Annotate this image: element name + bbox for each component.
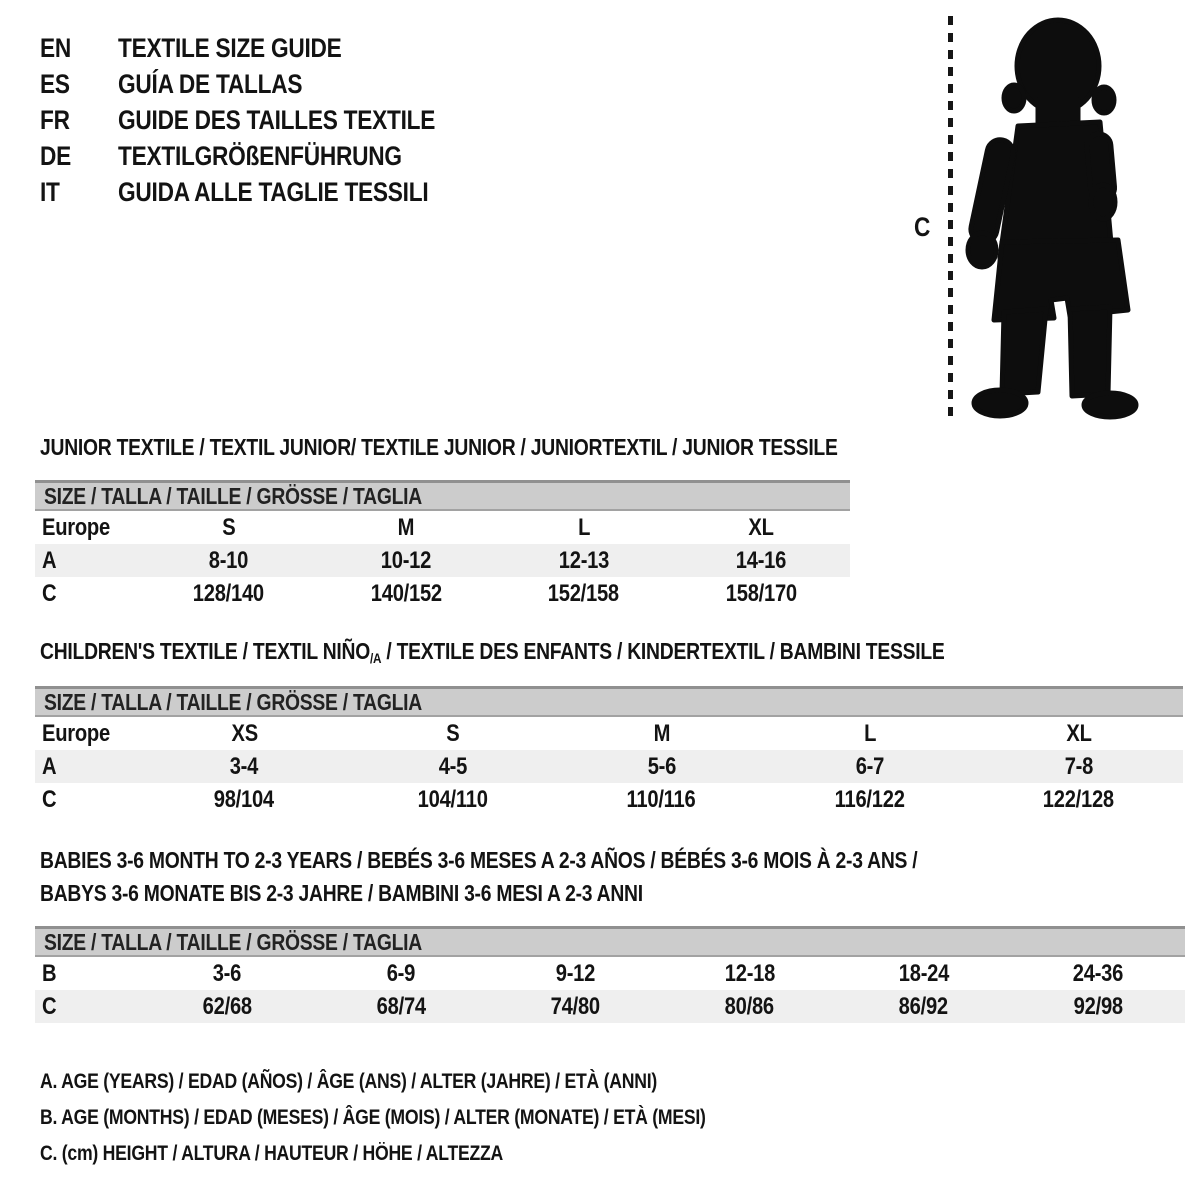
age-cell: 8-10 xyxy=(209,546,249,574)
height-cell: 128/140 xyxy=(193,579,265,607)
height-cell: 122/128 xyxy=(1043,785,1115,813)
row-label: Europe xyxy=(42,513,110,541)
months-cell: 12-18 xyxy=(724,959,775,987)
lang-row-it xyxy=(40,174,496,210)
height-cell: 110/116 xyxy=(627,785,696,813)
row-label: B xyxy=(42,959,57,987)
age-cell: 14-16 xyxy=(736,546,787,574)
row-label: A xyxy=(42,546,57,574)
size-cell: M xyxy=(397,513,415,541)
babies-size-table xyxy=(35,926,1185,1023)
row-label: C xyxy=(42,992,57,1020)
legend-line-b: B. AGE (MONTHS) / EDAD (MESES) / ÂGE (MOIS) / ALTER (MONATE) / ETÀ (MESI) xyxy=(40,1106,706,1129)
babies-section-title-line2: BABYS 3-6 MONATE BIS 2-3 JAHRE / BAMBINI 3-6 MESI A 2-3 ANNI xyxy=(40,880,643,906)
table-row xyxy=(35,577,850,610)
months-cell: 18-24 xyxy=(898,959,949,987)
height-cell: 74/80 xyxy=(550,992,601,1020)
size-cell: L xyxy=(577,513,590,541)
height-cell: 62/68 xyxy=(202,992,252,1020)
height-cell: 140/152 xyxy=(370,579,442,607)
lang-code: DE xyxy=(40,140,72,171)
height-cell: 98/104 xyxy=(214,785,275,813)
children-size-table xyxy=(35,686,1183,816)
toddler-silhouette-icon xyxy=(958,14,1140,420)
guide-title-it: GUIDA ALLE TAGLIE TESSILI xyxy=(118,176,429,207)
legend-line-c: C. (cm) HEIGHT / ALTURA / HAUTEUR / HÖHE / ALTEZZA xyxy=(40,1142,504,1165)
lang-row-en xyxy=(40,30,496,66)
size-cell: XL xyxy=(1066,719,1092,747)
babies-section-title-line1: BABIES 3-6 MONTH TO 2-3 YEARS / BEBÉS 3-6 MESES A 2-3 AÑOS / BÉBÉS 3-6 MOIS À 2-3 ANS / xyxy=(40,847,918,873)
size-cell: S xyxy=(446,719,460,747)
height-cell: 104/110 xyxy=(417,785,488,813)
height-cell: 68/74 xyxy=(376,992,426,1020)
size-cell: M xyxy=(653,719,670,747)
months-cell: 6-9 xyxy=(387,959,416,987)
row-label: C xyxy=(42,785,57,813)
months-cell: 3-6 xyxy=(212,959,242,987)
age-cell: 6-7 xyxy=(855,752,885,780)
lang-code: IT xyxy=(40,176,60,207)
row-label: A xyxy=(42,752,57,780)
age-cell: 7-8 xyxy=(1064,752,1093,780)
size-cell: L xyxy=(864,719,877,747)
height-cell: 158/170 xyxy=(725,579,797,607)
lang-row-de xyxy=(40,138,496,174)
height-measure-label: C xyxy=(914,212,931,242)
size-cell: XL xyxy=(748,513,774,541)
table-row xyxy=(35,783,1183,816)
legend-line-a: A. AGE (YEARS) / EDAD (AÑOS) / ÂGE (ANS) / ALTER (JAHRE) / ETÀ (ANNI) xyxy=(40,1070,658,1093)
table-row xyxy=(35,750,1183,783)
lang-code: FR xyxy=(40,104,70,135)
language-header xyxy=(40,30,496,210)
row-label: C xyxy=(42,579,57,607)
table-row xyxy=(35,717,1183,750)
junior-size-table xyxy=(35,480,850,610)
months-cell: 24-36 xyxy=(1072,959,1124,987)
lang-code: ES xyxy=(40,68,70,99)
size-cell: S xyxy=(222,513,236,541)
guide-title-es: GUÍA DE TALLAS xyxy=(118,68,303,99)
height-cell: 152/158 xyxy=(548,579,620,607)
guide-title-en: TEXTILE SIZE GUIDE xyxy=(118,32,342,63)
children-section-title: CHILDREN'S TEXTILE / TEXTIL NIÑO/A / TEXTILE DES ENFANTS / KINDERTEXTIL / BAMBINI TESSILE xyxy=(40,638,945,666)
table-row xyxy=(35,511,850,544)
children-size-bar: SIZE / TALLA / TAILLE / GRÖSSE / TAGLIA xyxy=(35,686,1183,717)
height-cell: 86/92 xyxy=(899,992,949,1020)
size-cell: XS xyxy=(231,719,258,747)
age-cell: 12-13 xyxy=(558,546,609,574)
junior-size-bar: SIZE / TALLA / TAILLE / GRÖSSE / TAGLIA xyxy=(35,480,850,511)
guide-title-de: TEXTILGRÖßENFÜHRUNG xyxy=(118,140,402,171)
table-row xyxy=(35,957,1185,990)
lang-code: EN xyxy=(40,32,72,63)
guide-title-fr: GUIDE DES TAILLES TEXTILE xyxy=(118,104,436,135)
row-label: Europe xyxy=(42,719,110,747)
lang-row-es xyxy=(40,66,496,102)
table-row xyxy=(35,544,850,577)
measurement-legend xyxy=(40,1064,832,1172)
lang-row-fr xyxy=(40,102,496,138)
age-cell: 5-6 xyxy=(647,752,676,780)
junior-section-title: JUNIOR TEXTILE / TEXTIL JUNIOR/ TEXTILE JUNIOR / JUNIORTEXTIL / JUNIOR TESSILE xyxy=(40,434,838,460)
months-cell: 9-12 xyxy=(555,959,596,987)
babies-size-bar: SIZE / TALLA / TAILLE / GRÖSSE / TAGLIA xyxy=(35,926,1185,957)
height-cell: 92/98 xyxy=(1073,992,1123,1020)
height-cell: 80/86 xyxy=(724,992,775,1020)
age-cell: 10-12 xyxy=(381,546,432,574)
height-cell: 116/122 xyxy=(835,785,906,813)
age-cell: 3-4 xyxy=(230,752,259,780)
nino-a-subscript: /A xyxy=(370,650,382,666)
table-row xyxy=(35,990,1185,1023)
height-measure-dashed-line xyxy=(948,16,953,416)
age-cell: 4-5 xyxy=(438,752,468,780)
